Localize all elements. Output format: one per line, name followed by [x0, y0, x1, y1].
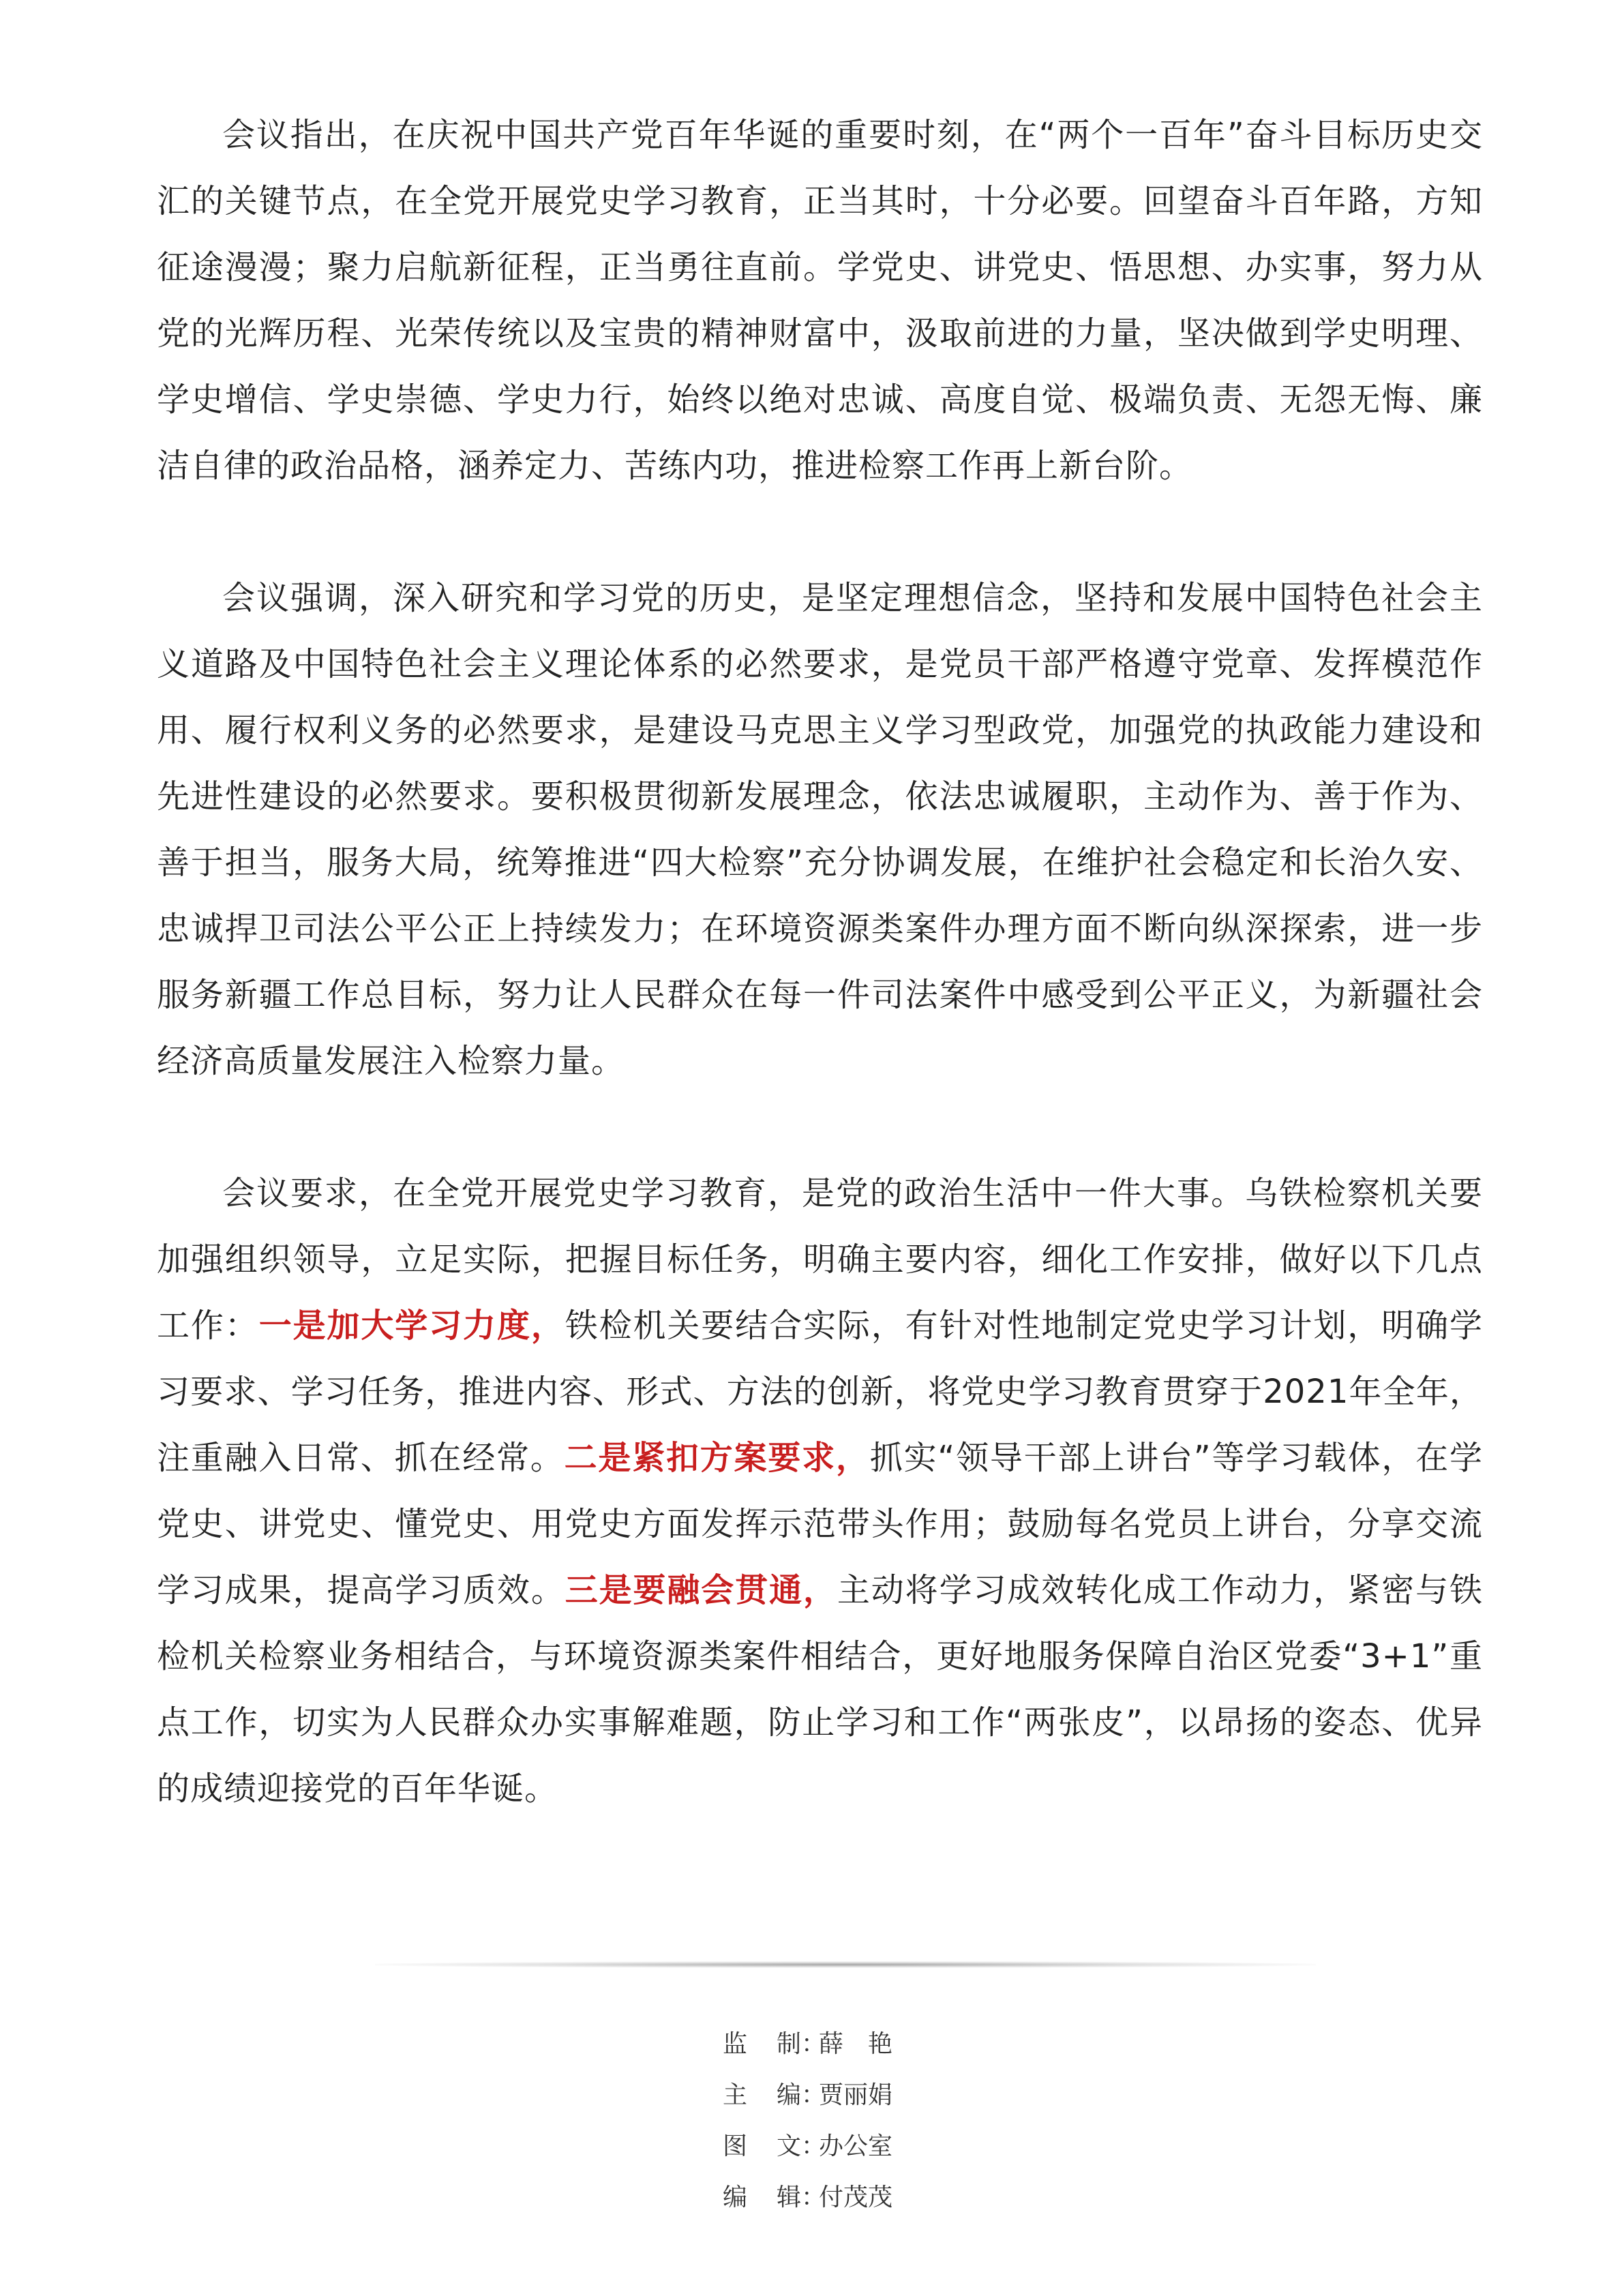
credit-value: 办公室	[819, 2132, 893, 2160]
text-segment: 会议强调，深入研究和学习党的历史，是坚定理想信念，坚持和发展中国特色社会主义道路及中国特色社会主义理论体系的必然要求，是党员干部严格遵守党章、发挥模范作用、履行权利义务的必然要求，是建设马克思主义学习型政党，加强党的执政能力建设和先进性建设的必然要求。要积极贯彻新发展理念，依法忠诚履职，主动作为、善于作为、善于担当，服务大局，统筹推进“四大检察”充分协调发展，在维护社会稳定和长治久安、忠诚捍卫司法公平公正上持续发力；在环境资源类案件办理方面不断向纵深探索，进一步服务新疆工作总目标，努力让人民群众在每一件司法案件中感受到公平正义，为新疆社会经济高质量发展注入检察力量。	[157, 579, 1483, 1080]
credit-text-images	[723, 2121, 892, 2172]
credit-chief-editor	[723, 2070, 892, 2121]
highlight-point-two: 二是紧扣方案要求，	[564, 1439, 870, 1477]
credit-editor	[723, 2172, 892, 2223]
highlight-point-one: 一是加大学习力度，	[258, 1307, 565, 1345]
credit-label: 主编	[723, 2081, 801, 2109]
highlight-point-three: 三是要融会贯通，	[565, 1571, 837, 1609]
text-segment: 抓实“领导干部上讲台”等学习载体，在学党史、讲党史、懂党史、用党史方面发挥示范带头作用；鼓励每名党员上讲台，分享交流学习成果，提高学习质效。	[157, 1439, 1483, 1609]
credit-colon: ：	[801, 2081, 826, 2109]
credit-label: 图文	[723, 2132, 801, 2160]
paragraph-meeting-points	[157, 102, 1483, 499]
credits-block	[723, 2018, 892, 2223]
credit-label: 编辑	[723, 2183, 801, 2211]
credit-value: 贾丽娟	[819, 2081, 893, 2109]
credit-colon: ：	[801, 2030, 826, 2058]
footer-divider	[375, 1961, 1316, 1968]
credit-label: 监制	[723, 2030, 801, 2058]
text-segment: 铁检机关要结合实际，有针对性地制定党史学习计划，明确学习要求、学习任务，推进内容、形式、方法的创新，将党史学习教育贯穿于2021年全年，注重融入日常、抓在经常。	[157, 1307, 1483, 1477]
credit-colon: ：	[801, 2183, 826, 2211]
credit-supervisor	[723, 2018, 892, 2070]
text-segment: 主动将学习成效转化成工作动力，紧密与铁检机关检察业务相结合，与环境资源类案件相结合，更好地服务保障自治区党委“3+1”重点工作，切实为人民群众办实事解难题，防止学习和工作“两张皮”，以昂扬的姿态、优异的成绩迎接党的百年华诞。	[157, 1571, 1483, 1808]
text-segment: 会议指出，在庆祝中国共产党百年华诞的重要时刻，在“两个一百年”奋斗目标历史交汇的关键节点，在全党开展党史学习教育，正当其时，十分必要。回望奋斗百年路，方知征途漫漫；聚力启航新征程，正当勇往直前。学党史、讲党史、悟思想、办实事，努力从党的光辉历程、光荣传统以及宝贵的精神财富中，汲取前进的力量，坚决做到学史明理、学史增信、学史崇德、学史力行，始终以绝对忠诚、高度自觉、极端负责、无怨无悔、廉洁自律的政治品格，涵养定力、苦练内功，推进检察工作再上新台阶。	[157, 116, 1483, 485]
paragraph-meeting-requirements	[157, 1161, 1483, 1822]
paragraph-meeting-emphasis	[157, 565, 1483, 1094]
article-body	[157, 102, 1483, 1822]
credit-colon: ：	[801, 2132, 826, 2160]
credit-value: 付茂茂	[819, 2183, 893, 2211]
text-segment: 会议要求，在全党开展党史学习教育，是党的政治生活中一件大事。乌铁检察机关要加强组织领导，立足实际，把握目标任务，明确主要内容，细化工作安排，做好以下几点工作：	[157, 1174, 1483, 1345]
credit-value: 薛 艳	[819, 2030, 893, 2058]
